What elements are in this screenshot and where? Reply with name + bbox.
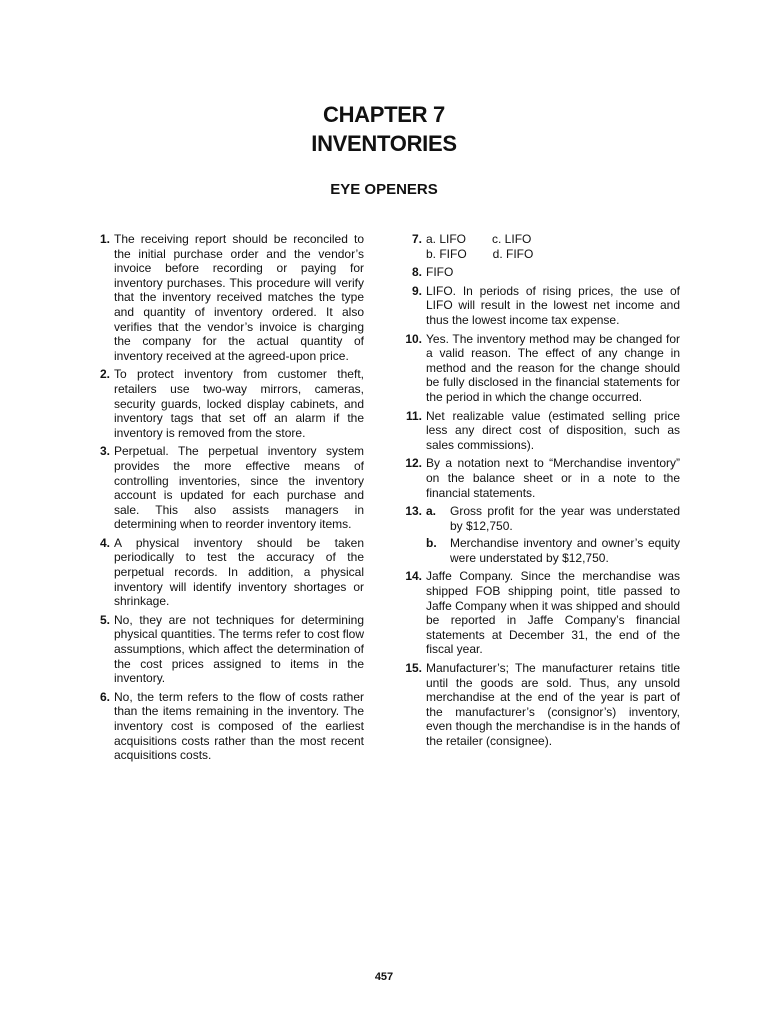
item-text: Jaffe Company. Since the merchandise was shipped FOB shipping point, title passed to Jaffe Company when it was shipped and should be reported in Jaffe Company’s financial statements at December 31, the end of the fiscal year. <box>426 569 680 657</box>
item-number: 14. <box>405 569 422 584</box>
left-column <box>88 232 364 767</box>
item-number: 15. <box>405 661 422 676</box>
item-text: Perpetual. The perpetual inventory system provides the more effective means of controlling inventories, since the inventory account is updated for each purchase and sale. This also assists managers in determining when to reorder inventory items. <box>114 444 364 532</box>
item-text: No, the term refers to the flow of costs rather than the items remaining in the inventory. The inventory cost is composed of the earliest acquisitions costs rather than the most recent acquisitions costs. <box>114 689 364 763</box>
item-text: No, they are not techniques for determining physical quantities. The terms refer to cost flow assumptions, which affect the determination of the cost prices assigned to items in the inventory. <box>114 612 364 686</box>
answer-row-2 <box>426 247 680 262</box>
list-item-7 <box>400 232 680 261</box>
list-item <box>88 444 364 532</box>
sub-item-letter: a. <box>426 504 437 519</box>
answer-d: d. FIFO <box>492 246 534 261</box>
chapter-title: INVENTORIES <box>311 131 457 156</box>
item-number: 5. <box>99 612 110 627</box>
sub-item-b <box>426 536 680 565</box>
list-item <box>400 332 680 405</box>
item-number: 10. <box>405 331 422 346</box>
item-number: 11. <box>405 408 422 423</box>
list-item <box>400 265 680 280</box>
item-text: By a notation next to “Merchandise inventory” on the balance sheet or in a note to the financial statements. <box>426 456 680 500</box>
list-item-13 <box>400 504 680 565</box>
sub-item-text: Merchandise inventory and owner’s equity were understated by $12,750. <box>450 536 680 565</box>
list-item <box>400 456 680 500</box>
list-item <box>88 232 364 363</box>
list-item <box>400 569 680 657</box>
answer-b: b. FIFO <box>426 246 467 261</box>
list-item <box>88 536 364 609</box>
item-text: LIFO. In periods of rising prices, the use of LIFO will result in the lowest net income and thus the lowest income tax expense. <box>426 283 680 327</box>
right-column <box>400 232 680 753</box>
item-number: 1. <box>99 232 110 246</box>
item-number: 7. <box>411 232 422 246</box>
item-number: 9. <box>411 283 422 298</box>
item-number: 12. <box>405 456 422 471</box>
list-item <box>88 613 364 686</box>
item-text: The receiving report should be reconciled to the initial purchase order and the vendor’s invoice before recording or paying for inventory purchases. This procedure will verify that the inventory received matches the type and quantity of inventory ordered. It also verifies that the vendor’s invoice is charging the company for the actual quantity of inventory received at the agreed-upon price. <box>114 232 364 363</box>
list-item <box>88 367 364 440</box>
item-number: 2. <box>99 367 110 382</box>
answer-c: c. LIFO <box>492 232 532 246</box>
sub-item-a <box>426 504 680 533</box>
page-number: 457 <box>374 971 394 983</box>
sub-item-letter: b. <box>426 536 437 551</box>
item-text: FIFO <box>426 265 454 280</box>
list-item <box>400 661 680 749</box>
answer-a: a. LIFO <box>426 232 467 246</box>
item-text: Manufacturer’s; The manufacturer retains title until the goods are sold. Thus, any unsold merchandise at the end of the year is part of the manufacturer’s (consignor’s) inventory, even though the merchandise is in the hands of the retailer (consignee). <box>426 661 680 748</box>
chapter-number: CHAPTER 7 <box>323 102 445 127</box>
item-text: A physical inventory should be taken periodically to test the accuracy of the perpetual records. In addition, a physical inventory will identify inventory shortages or shrinkage. <box>114 535 364 609</box>
item-number: 6. <box>99 689 110 704</box>
sub-item-text: Gross profit for the year was understated by $12,750. <box>450 504 680 533</box>
list-item <box>400 409 680 453</box>
item-number: 13. <box>405 504 422 519</box>
item-number: 4. <box>99 535 110 550</box>
list-item <box>88 690 364 763</box>
answer-row-1 <box>426 232 680 247</box>
item-number: 8. <box>411 265 422 280</box>
item-number: 3. <box>99 444 110 459</box>
list-item <box>400 284 680 328</box>
item-text: Yes. The inventory method may be changed for a valid reason. The effect of any change in method and the reason for the change should be fully disclosed in the financial statements for the period in which the change occurred. <box>426 331 680 404</box>
item-text: To protect inventory from customer theft, retailers use two-way mirrors, cameras, security guards, locked display cabinets, and inventory tags that set off an alarm if the inventory is removed from the store. <box>114 367 364 440</box>
section-title: EYE OPENERS <box>330 181 438 198</box>
item-text: Net realizable value (estimated selling price less any direct cost of disposition, such as sales commissions). <box>426 408 680 452</box>
